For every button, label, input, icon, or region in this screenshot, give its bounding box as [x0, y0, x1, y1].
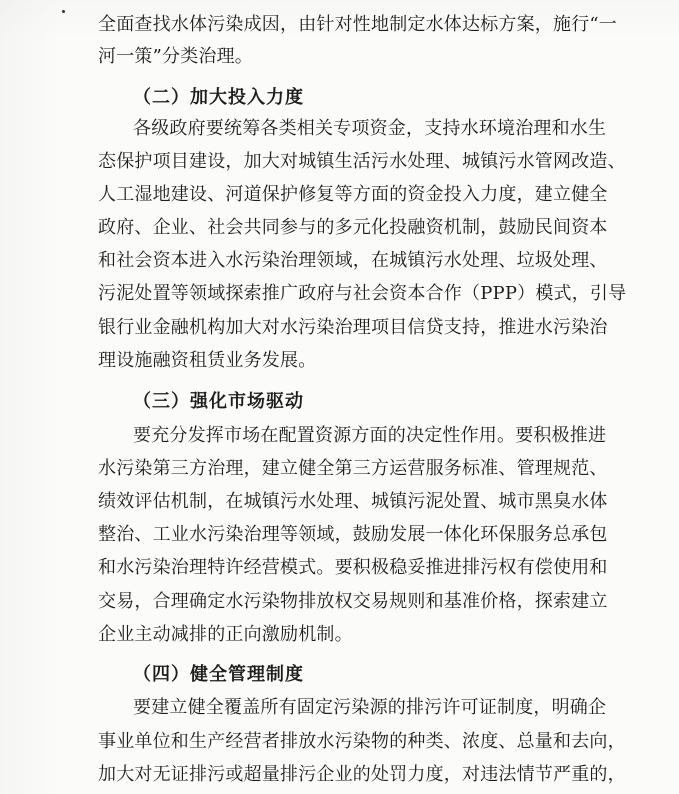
section-2-line-4: 政府、企业、社会共同参与的多元化投融资机制，鼓励民间资本: [98, 217, 608, 238]
section-2-line-6: 污泥处置等领域探索推广政府与社会资本合作（PPP）模式，引导: [98, 283, 627, 304]
section-4-line-1: 要建立健全覆盖所有固定污染源的排污许可证制度，明确企: [133, 697, 607, 718]
section-2-line-8: 理设施融资租赁业务发展。: [98, 350, 317, 371]
section-2-line-3: 人工湿地建设、河道保护修复等方面的资金投入力度，建立健全: [98, 184, 608, 205]
section-3-line-6: 交易，合理确定水污染物排放权交易规则和基准价格，探索建立: [98, 591, 608, 612]
section-2-line-7: 银行业金融机构加大对水污染治理项目信贷支持，推进水污染治: [98, 317, 608, 338]
section-3-line-4: 整治、工业水污染治理等领域，鼓励发展一体化环保服务总承包: [98, 524, 608, 545]
section-3-line-2: 水污染第三方治理，建立健全第三方运营服务标准、管理规范、: [98, 458, 608, 479]
section-3-line-1: 要充分发挥市场在配置资源方面的决定性作用。要积极推进: [133, 425, 607, 446]
intro-line-1: 全面查找水体污染成因，由针对性地制定水体达标方案，施行“一: [98, 14, 617, 35]
section-heading-4: （四）健全管理制度: [133, 664, 304, 685]
intro-line-2: 河一策”分类治理。: [98, 46, 254, 67]
section-2-line-1: 各级政府要统筹各类相关专项资金，支持水环境治理和水生: [133, 118, 607, 139]
section-3-line-3: 绩效评估机制，在城镇污水处理、城镇污泥处置、城市黑臭水体: [98, 491, 608, 512]
section-3-line-7: 企业主动减排的正向激励机制。: [98, 624, 353, 645]
section-heading-3: （三）强化市场驱动: [133, 391, 304, 412]
section-4-line-3: 加大对无证排污或超量排污企业的处罚力度，对违法情节严重的，: [98, 764, 626, 785]
section-heading-2: （二）加大投入力度: [133, 87, 304, 108]
section-3-line-5: 和水污染治理特许经营模式。要积极稳妥推进排污权有偿使用和: [98, 557, 608, 578]
section-2-line-2: 态保护项目建设，加大对城镇生活污水处理、城镇污水管网改造、: [98, 151, 626, 172]
section-2-line-5: 和社会资本进入水污染治理领域，在城镇污水处理、垃圾处理、: [98, 250, 608, 271]
scan-speck: [62, 10, 65, 13]
section-4-line-2: 事业单位和生产经营者排放水污染物的种类、浓度、总量和去向，: [98, 731, 626, 752]
